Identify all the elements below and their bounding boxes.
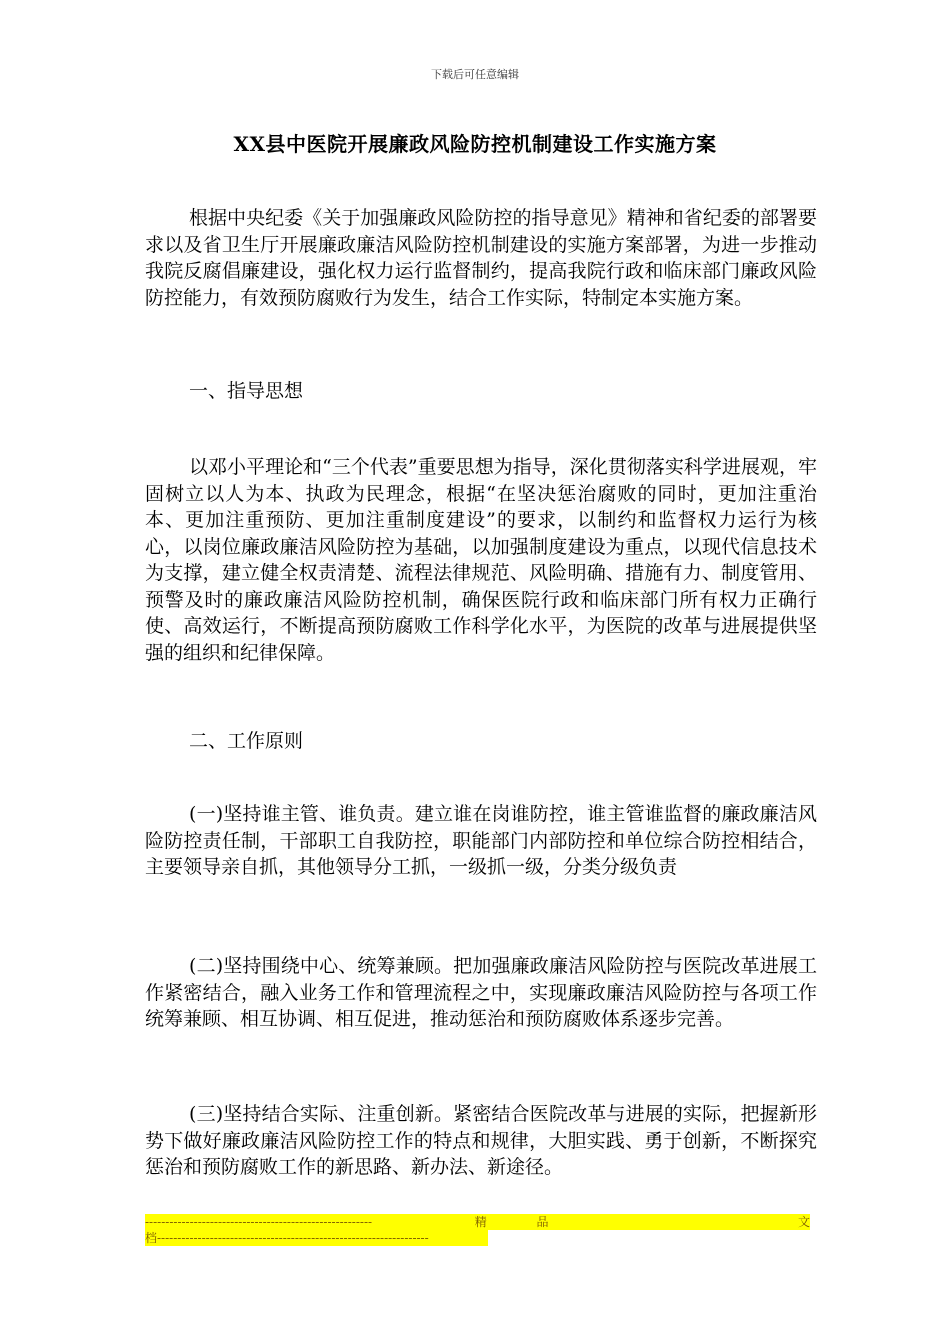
guiding-ideology-paragraph: 以邓小平理论和“三个代表”重要思想为指导，深化贯彻落实科学进展观，牢固树立以人为本、执政为民理念，根据“在坚决惩治腐败的同时，更加注重治本、更加注重预防、更加注重制度建设”的要求，以制约和监督权力运行为核心，以岗位廉政廉洁风险防控为基础，以加强制度建设为重点，以现代信息技术为支撑，建立健全权责清楚、流程法律规范、风险明确、措施有力、制度管用、预警及时的廉政廉洁风险防控机制，确保医院行政和临床部门所有权力正确行使、高效运行，不断提高预防腐败工作科学化水平，为医院的改革与进展提供坚强的组织和纪律保障。 [145, 456, 817, 664]
footer-char-wen: 文 [797, 1215, 810, 1229]
footer-char-pin: 品 [536, 1215, 549, 1229]
section-heading-guiding-ideology: 一、指导思想 [189, 380, 304, 402]
principle-2-paragraph: (二)坚持围绕中心、统筹兼顾。把加强廉政廉洁风险防控与医院改革进展工作紧密结合，融入业务工作和管理流程之中，实现廉政廉洁风险防控与各项工作统筹兼顾、相互协调、相互促进，推动惩治和预防腐败体系逐步完善。 [145, 955, 817, 1030]
document-title: XX县中医院开展廉政风险防控机制建设工作实施方案 [233, 132, 717, 156]
header-note: 下载后可任意编辑 [431, 68, 519, 81]
principle-3-paragraph: (三)坚持结合实际、注重创新。紧密结合医院改革与进展的实际，把握新形势下做好廉政廉洁风险防控工作的特点和规律，大胆实践、勇于创新，不断探究惩治和预防腐败工作的新思路、新办法、新途径。 [145, 1103, 817, 1178]
principle-1-paragraph: (一)坚持谁主管、谁负责。建立谁在岗谁防控，谁主管谁监督的廉政廉洁风险防控责任制，干部职工自我防控，职能部门内部防控和单位综合防控相结合，主要领导亲自抓，其他领导分工抓，一级抓一级，分类分级负责 [145, 803, 817, 878]
intro-paragraph: 根据中央纪委《关于加强廉政风险防控的指导意见》精神和省纪委的部署要求以及省卫生厅开展廉政廉洁风险防控机制建设的实施方案部署，为进一步推动我院反腐倡廉建设，强化权力运行监督制约，提高我院行政和临床部门廉政风险防控能力，有效预防腐败行为发生，结合工作实际，特制定本实施方案。 [145, 207, 817, 309]
footer-spacer [598, 1214, 748, 1230]
footer-watermark-band [145, 1214, 810, 1250]
footer-line-2: 档------------------------------------------------------------------- [145, 1230, 488, 1246]
footer-char-jing: 精 [474, 1215, 487, 1229]
footer-line-1 [145, 1214, 810, 1230]
footer-dashes: -------------------------------------------------------- [145, 1215, 373, 1229]
section-heading-work-principles: 二、工作原则 [189, 730, 304, 752]
